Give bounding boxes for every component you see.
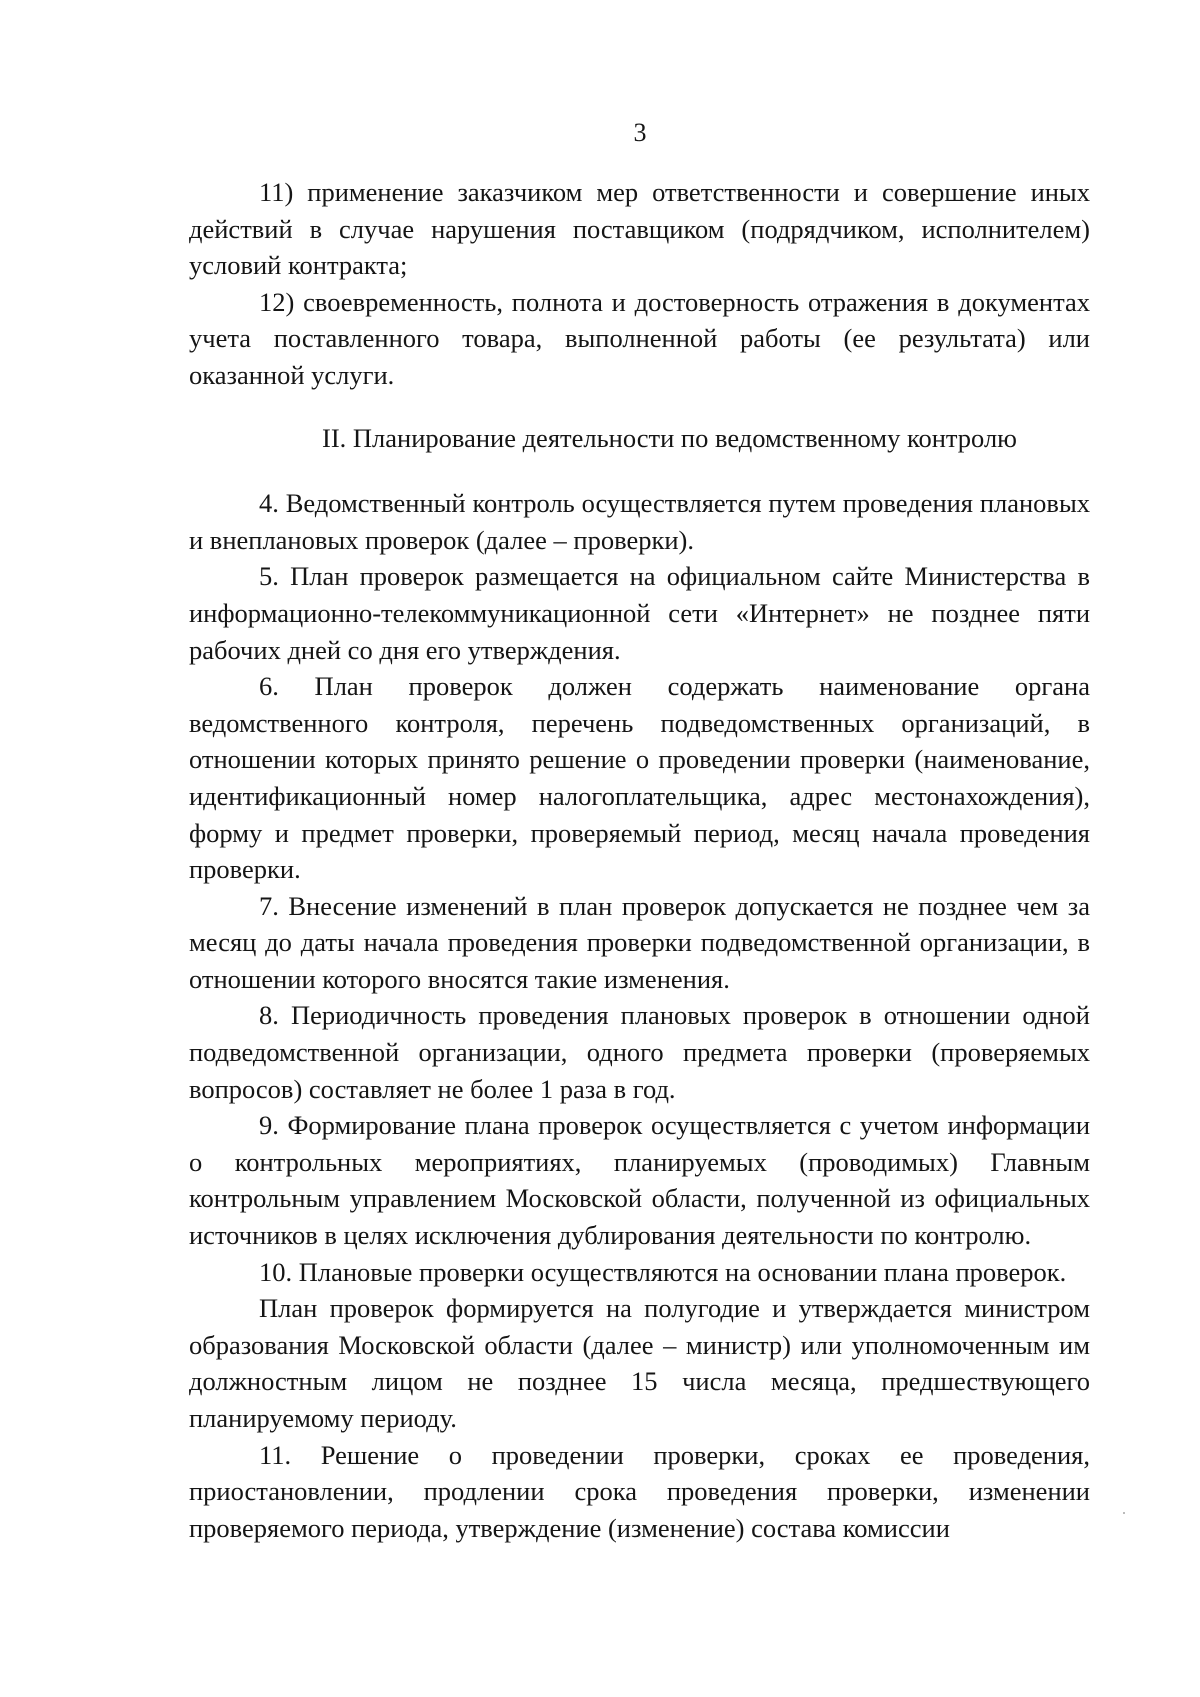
list-item-12: 12) своевременность, полнота и достоверность отражения в документах учета поставленного товара, выполненной работы (ее результата) или оказанной услуги.: [189, 286, 1090, 390]
paragraph-6: 6. План проверок должен содержать наименование органа ведомственного контроля, перечень подведомственных организаций, в отношении которых принято решение о проведении проверки (наименование, идентификационный номер налогоплательщика, адрес местонахождения), форму и предмет проверки, проверяемый период, месяц начала проведения проверки.: [189, 671, 1090, 885]
paragraph-7: 7. Внесение изменений в план проверок допускается не позднее чем за месяц до даты начала проведения проверки подведомственной организации, в отношении которого вносятся такие изменения.: [189, 890, 1090, 994]
document-body: [189, 174, 1090, 1546]
paragraph-11: 11. Решение о проведении проверки, сроках ее проведения, приостановлении, продлении срока проведения проверки, изменении проверяемого периода, утверждение (изменение) состава комиссии: [189, 1439, 1090, 1543]
page-number: 3: [633, 118, 647, 147]
paragraph-10-continuation: План проверок формируется на полугодие и утверждается министром образования Московской области (далее – министр) или уполномоченным им должностным лицом не позднее 15 числа месяца, предшествующего планируемому периоду.: [189, 1293, 1090, 1433]
paragraph-5: 5. План проверок размещается на официальном сайте Министерства в информационно-телекоммуникационной сети «Интернет» не позднее пяти рабочих дней со дня его утверждения.: [189, 561, 1090, 665]
scan-speck: [1123, 1512, 1125, 1514]
paragraph-9: 9. Формирование плана проверок осуществляется с учетом информации о контрольных мероприятиях, планируемых (проводимых) Главным контрольным управлением Московской области, полученной из официальных источников в целях исключения дублирования деятельности по контролю.: [189, 1110, 1090, 1251]
section-heading: II. Планирование деятельности по ведомственному контролю: [322, 422, 1017, 453]
paragraph-4: 4. Ведомственный контроль осуществляется путем проведения плановых и внеплановых проверок (далее – проверки).: [189, 488, 1090, 555]
paragraph-10: 10. Плановые проверки осуществляются на основании плана проверок.: [259, 1256, 1067, 1287]
list-item-11: 11) применение заказчиком мер ответственности и совершение иных действий в случае нарушения поставщиком (подрядчиком, исполнителем) условий контракта;: [189, 177, 1090, 281]
paragraph-8: 8. Периодичность проведения плановых проверок в отношении одной подведомственной организации, одного предмета проверки (проверяемых вопросов) составляет не более 1 раза в год.: [189, 1000, 1090, 1104]
